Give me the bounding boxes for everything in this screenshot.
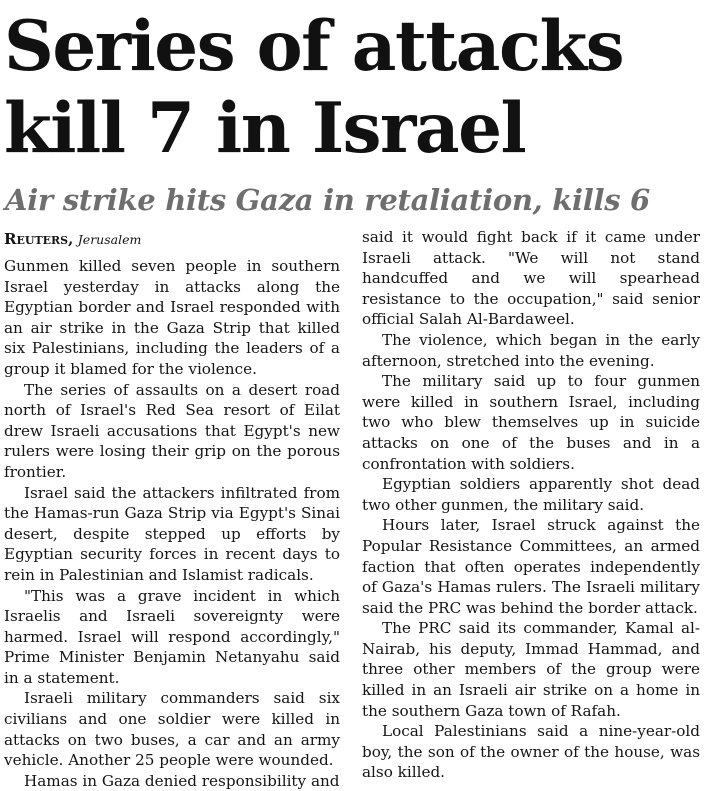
- article-paragraph: Egyptian soldiers apparently shot dead two other gunmen, the military said.: [362, 475, 700, 514]
- dateline: [4, 229, 340, 250]
- byline-agency: Reuters,: [4, 230, 74, 248]
- article-paragraph: Israel said the attackers infiltrated from the Hamas-run Gaza Strip via Egypt's Sinai desert, despite stepped up efforts by Egyptian security forces in recent days to rein in Palestinian and Islamist radicals.: [4, 483, 340, 584]
- subheadline: Air strike hits Gaza in retaliation, kills 6: [5, 183, 650, 217]
- article-paragraph: The military said up to four gunmen were killed in southern Israel, including two who blew themselves up in suicide attacks on one of the buses and in a confrontation with soldiers.: [362, 372, 700, 473]
- headline: [4, 6, 704, 170]
- article-paragraph: "This was a grave incident in which Israelis and Israeli sovereignty were harmed. Israel will respond accordingly," Prime Minister Benjamin Netanyahu said in a statement.: [4, 586, 340, 687]
- article-paragraph: Israeli military commanders said six civilians and one soldier were killed in attacks on two buses, a car and an army vehicle. Another 25 people were wounded.: [4, 689, 340, 770]
- article-paragraph: Local Palestinians said a nine-year-old boy, the son of the owner of the house, was also killed.: [362, 722, 700, 782]
- article-paragraph: The series of assaults on a desert road north of Israel's Red Sea resort of Eilat drew Israeli accusations that Egypt's new rulers were losing their grip on the porous frontier.: [4, 380, 340, 481]
- article-paragraph: Hamas in Gaza denied responsibility and: [24, 771, 340, 790]
- article-column-left: [4, 229, 340, 791]
- article-paragraph: The PRC said its commander, Kamal al-Nairab, his deputy, Immad Hammad, and three other members of the group were killed in an Israeli air strike on a home in the southern Gaza town of Rafah.: [362, 619, 700, 720]
- article-column-right: [362, 227, 700, 783]
- byline-location: Jerusalem: [77, 232, 142, 247]
- article-paragraph: Gunmen killed seven people in southern Israel yesterday in attacks along the Egyptian border and Israel responded with an air strike in the Gaza Strip that killed six Palestinians, including the leaders of a group it blamed for the violence.: [4, 257, 340, 378]
- headline-line-1: Series of attacks: [4, 6, 624, 87]
- article-paragraph: said it would fight back if it came under Israeli attack. "We will not stand handcuffed and we will spearhead resistance to the occupation," said senior official Salah Al-Bardaweel.: [362, 228, 700, 329]
- headline-line-2: kill 7 in Israel: [4, 88, 526, 169]
- article-paragraph: Hours later, Israel struck against the Popular Resistance Committees, an armed faction that often operates independently of Gaza's Hamas rulers. The Israeli military said the PRC was behind the border attack.: [362, 516, 700, 617]
- article-paragraph: The violence, which began in the early afternoon, stretched into the evening.: [362, 330, 700, 370]
